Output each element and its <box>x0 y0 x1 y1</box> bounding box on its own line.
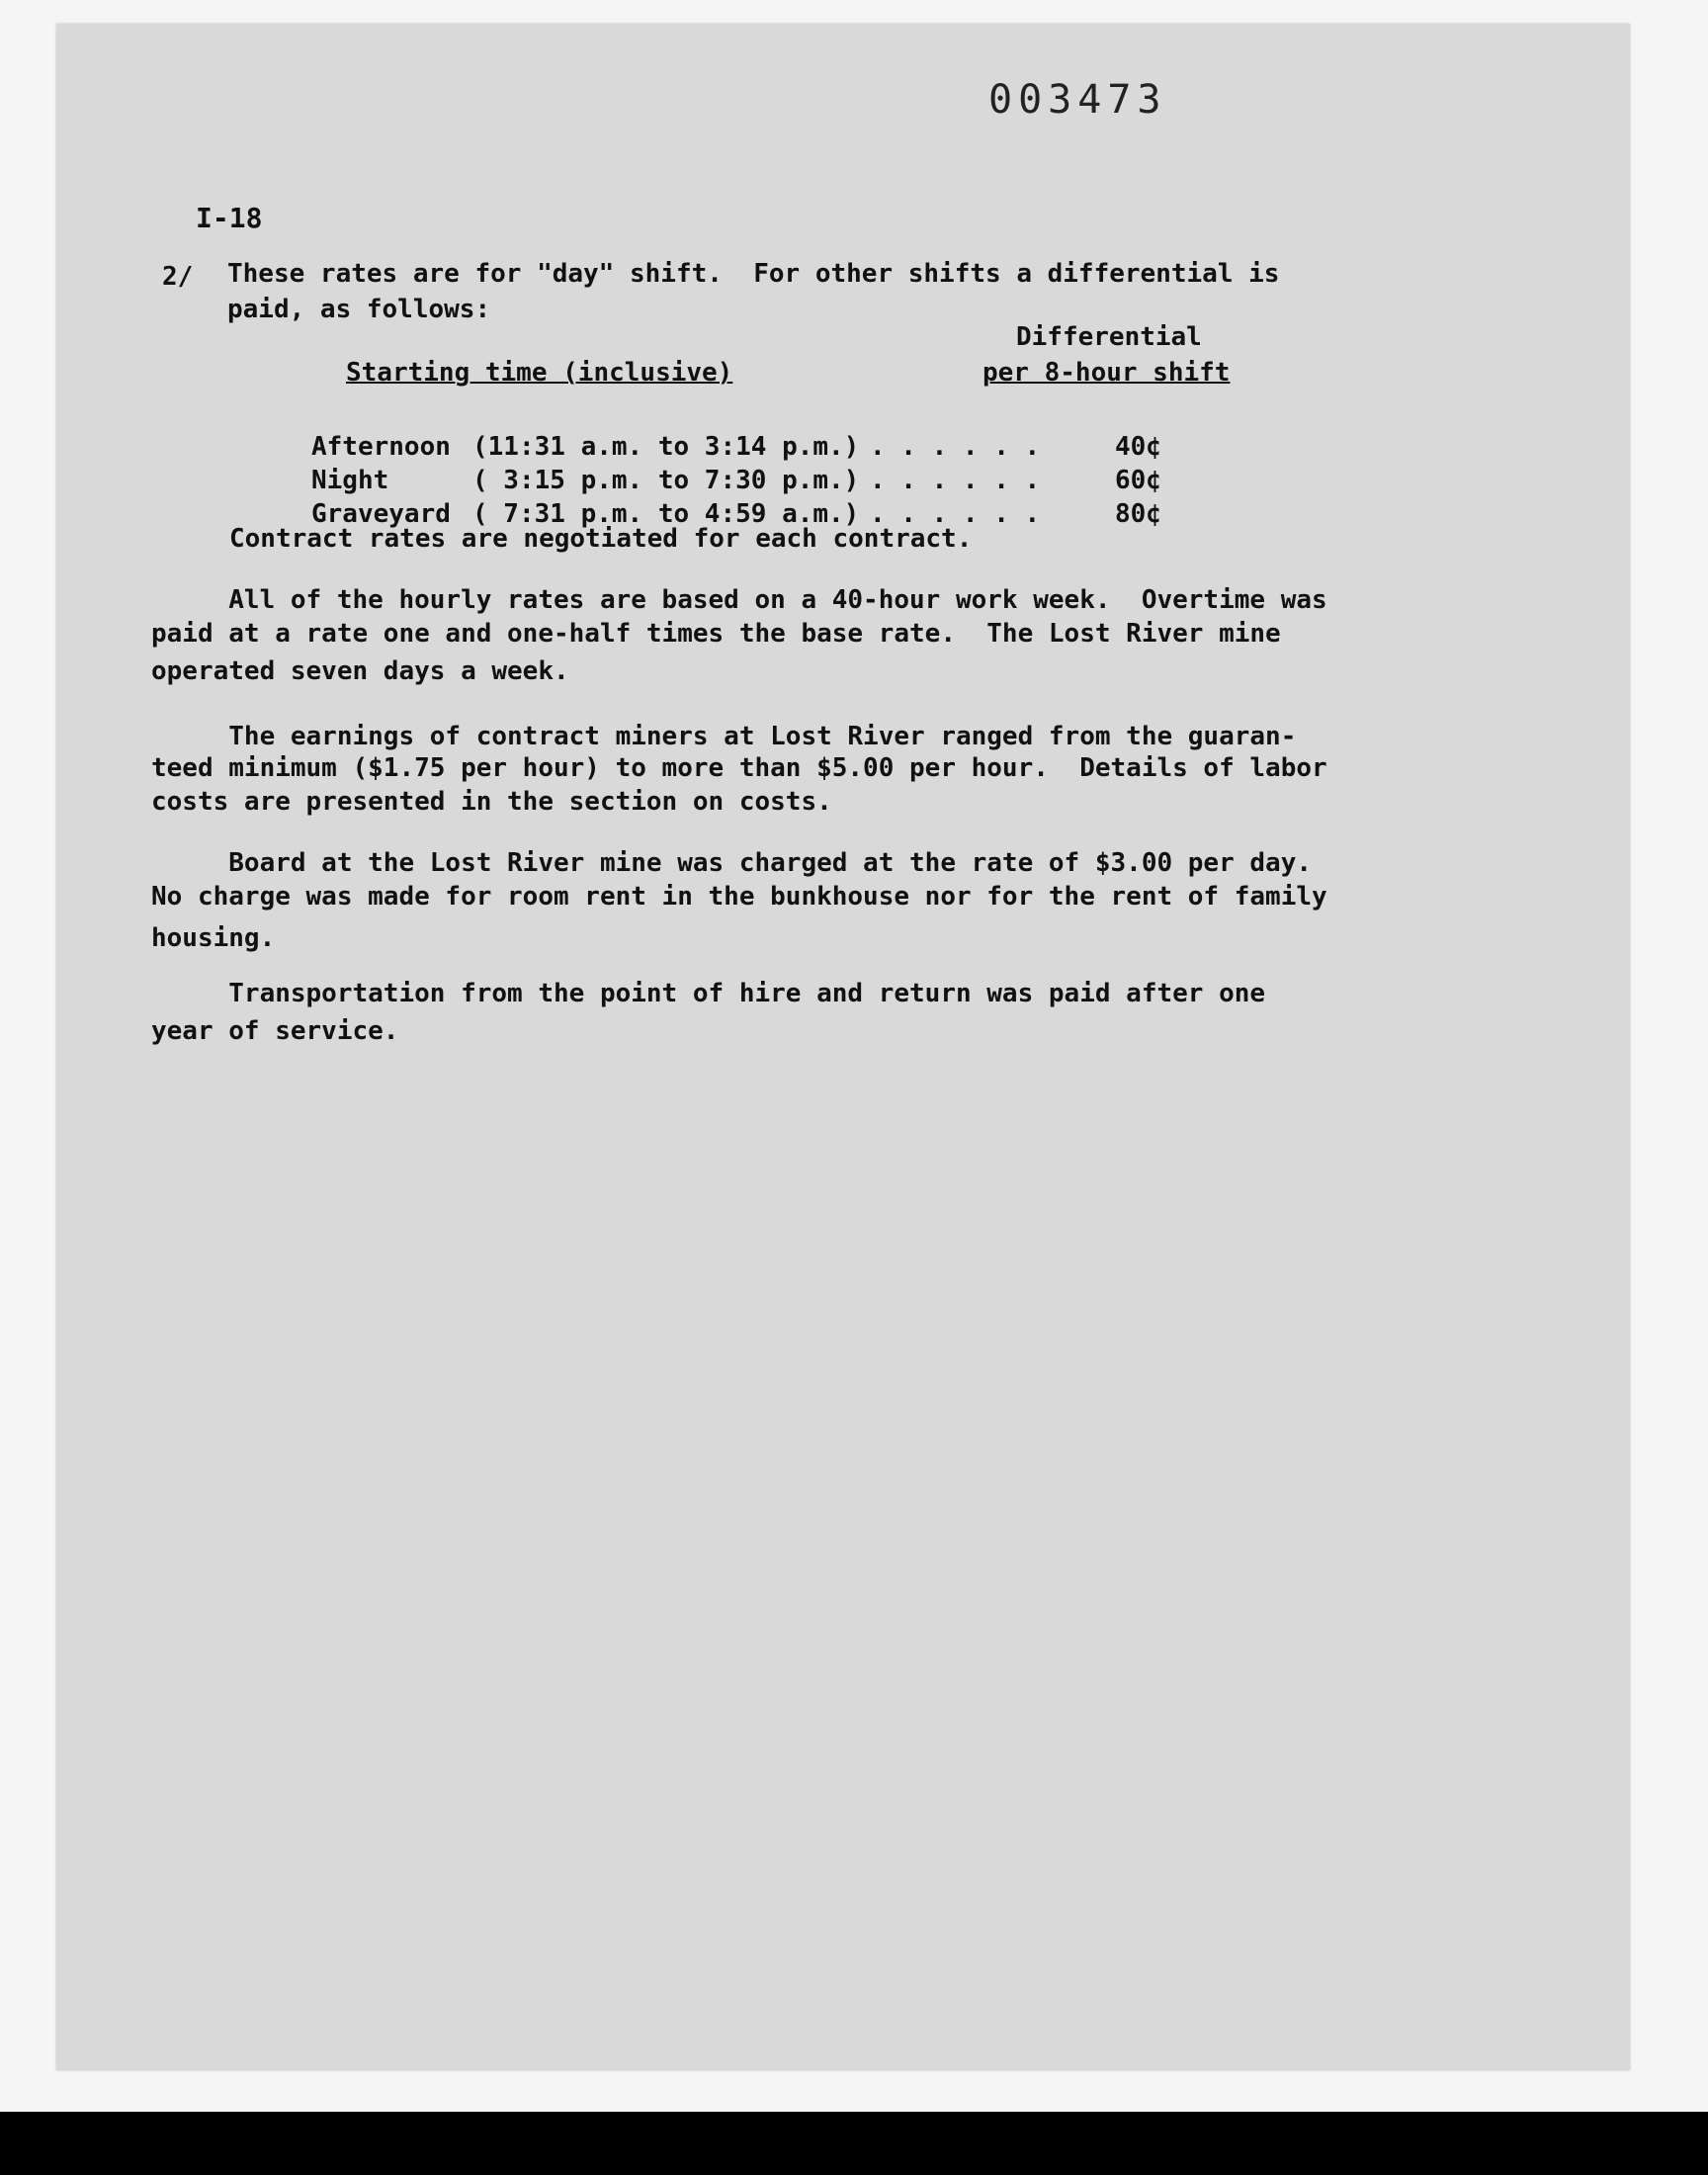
row-time: ( 7:31 p.m. to 4:59 a.m.) <box>472 499 860 529</box>
row-dots: . . . . . . <box>870 499 1041 529</box>
row-time: (11:31 a.m. to 3:14 p.m.) <box>472 432 860 462</box>
row-time: ( 3:15 p.m. to 7:30 p.m.) <box>472 466 860 495</box>
intro-line: paid, as follows: <box>227 295 491 324</box>
paragraph-line: operated seven days a week. <box>151 656 569 686</box>
paragraph-line: paid at a rate one and one-half times the base rate. The Lost River mine <box>151 619 1281 649</box>
row-value: 80¢ <box>1115 499 1161 529</box>
paragraph-line: housing. <box>151 923 276 953</box>
footnote-mark: 2/ <box>162 262 194 292</box>
row-dots: . . . . . . <box>870 466 1041 495</box>
table-header-col1: Starting time (inclusive) <box>346 358 733 388</box>
paragraph-line: costs are presented in the section on costs. <box>151 787 832 817</box>
paragraph-line: All of the hourly rates are based on a 40-hour work week. Overtime was <box>151 585 1327 615</box>
table-header-col2-line1: Differential <box>1016 322 1202 352</box>
row-label: Graveyard <box>311 499 451 529</box>
row-value: 60¢ <box>1115 466 1161 495</box>
contract-rates-line: Contract rates are negotiated for each contract. <box>229 524 973 554</box>
row-label: Night <box>311 466 389 495</box>
row-value: 40¢ <box>1115 432 1161 462</box>
table-header-col2-line2: per 8-hour shift <box>982 358 1231 388</box>
paragraph-line: Transportation from the point of hire and return was paid after one <box>151 979 1266 1008</box>
paragraph-line: teed minimum ($1.75 per hour) to more than $5.00 per hour. Details of labor <box>151 753 1327 783</box>
paragraph-line: No charge was made for room rent in the bunkhouse nor for the rent of family <box>151 882 1327 912</box>
intro-line: These rates are for "day" shift. For other shifts a differential is <box>227 259 1280 289</box>
row-dots: . . . . . . <box>870 432 1041 462</box>
row-label: Afternoon <box>311 432 451 462</box>
paragraph-line: The earnings of contract miners at Lost River ranged from the guaran- <box>151 722 1297 751</box>
paragraph-line: year of service. <box>151 1016 399 1046</box>
scanner-bottom-bar <box>0 2112 1708 2175</box>
document-number: 003473 <box>988 77 1167 123</box>
paragraph-line: Board at the Lost River mine was charged at the rate of $3.00 per day. <box>151 848 1312 878</box>
page-id: I-18 <box>196 202 263 234</box>
